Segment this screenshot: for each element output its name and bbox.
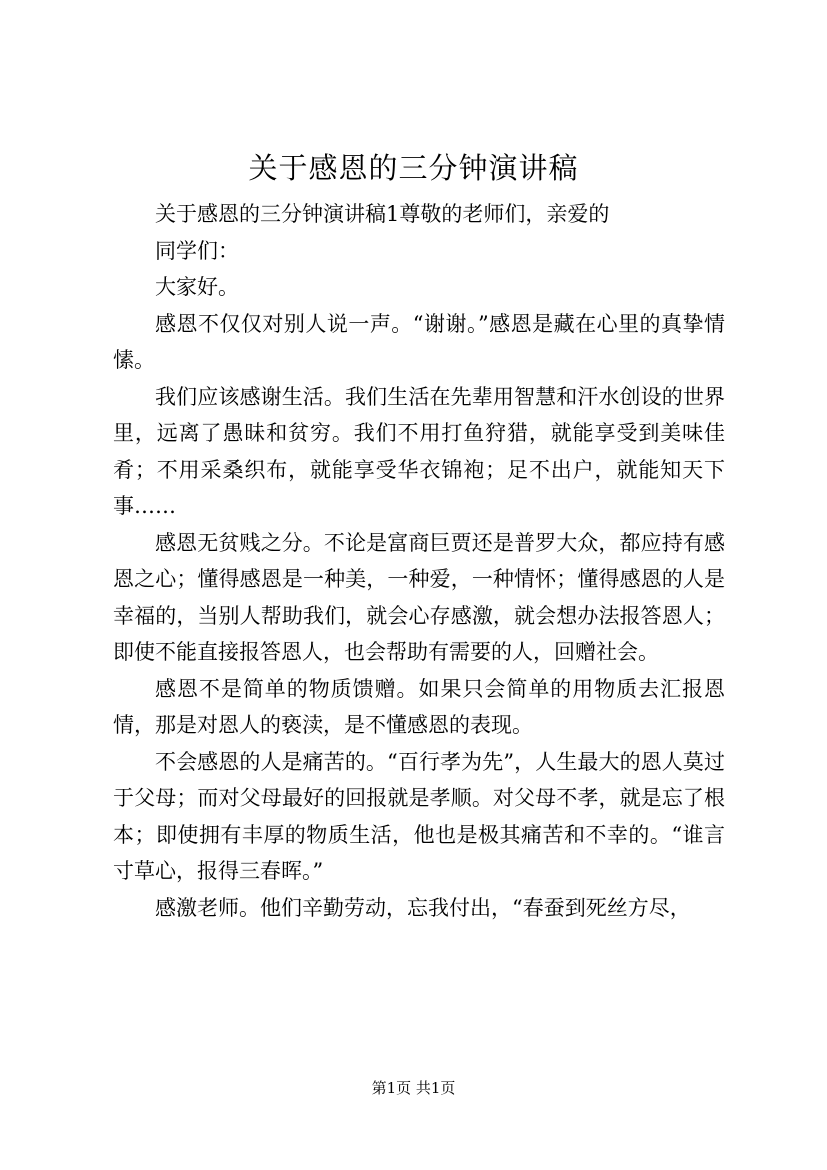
paragraph-6: 感激老师。他们辛勤劳动，忘我付出，“春蚕到死丝方尽， — [155, 895, 691, 920]
document-body — [113, 196, 725, 926]
paragraph-greeting: 大家好。 — [155, 275, 239, 299]
paragraph-3: 感恩无贫贱之分。不论是富商巨贾还是普罗大众，都应持有感恩之心；懂得感恩是一种美，一种爱，一种情怀；懂得感恩的人是幸福的，当别人帮助我们，就会心存感激，就会想办法报答恩人；即使不能直接报答恩人，也会帮助有需要的人，回赠社会。 — [113, 530, 725, 664]
paragraph-intro: 关于感恩的三分钟演讲稿1尊敬的老师们，亲爱的 — [155, 202, 610, 226]
paragraph-salutation: 同学们： — [155, 238, 239, 263]
paragraph-4: 感恩不是简单的物质馈赠。如果只会简单的用物质去汇报恩情，那是对恩人的亵渎，是不懂感恩的表现。 — [113, 676, 725, 737]
page-footer: 第1页 共1页 — [371, 1079, 456, 1097]
paragraph-2: 我们应该感谢生活。我们生活在先辈用智慧和汗水创设的世界里，远离了愚昧和贫穷。我们不用打鱼狩猎，就能享受到美味佳肴；不用采桑织布，就能享受华衣锦袍；足不出户，就能知天下事…… — [113, 384, 725, 518]
document-title: 关于感恩的三分钟演讲稿 — [248, 151, 579, 185]
paragraph-1: 感恩不仅仅对别人说一声。“谢谢。”感恩是藏在心里的真挚情愫。 — [113, 311, 725, 372]
paragraph-5: 不会感恩的人是痛苦的。“百行孝为先”，人生最大的恩人莫过于父母；而对父母最好的回报就是孝顺。对父母不孝，就是忘了根本；即使拥有丰厚的物质生活，他也是极其痛苦和不幸的。“谁言寸草心，报得三春晖。” — [113, 749, 725, 883]
